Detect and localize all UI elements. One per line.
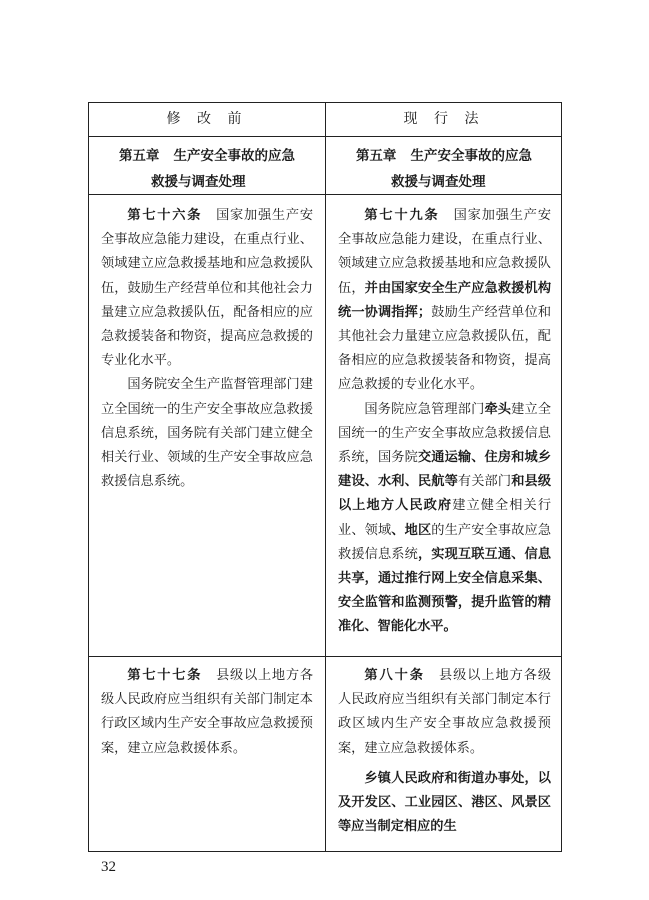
added-text: 交通运输、住房和城乡建设、水利、民航等: [338, 450, 552, 490]
article-before-77: [101, 664, 313, 761]
chapter-heading-current: [325, 143, 563, 195]
page-number: 32: [101, 859, 116, 875]
added-paragraph: 乡镇人民政府和街道办事处，以及开发区、工业园区、港区、风景区等应当制定相应的生: [338, 770, 551, 835]
added-text: 和县级以上地方人民政府: [338, 474, 552, 514]
header-before: 修 改 前: [166, 111, 248, 127]
comparison-table: [88, 102, 562, 852]
article-label: 第七十七条: [127, 668, 203, 683]
article-label: 第七十六条: [127, 208, 203, 223]
article-label: 第八十条: [364, 668, 425, 683]
chapter-number: 第五章: [355, 148, 397, 164]
paragraph: 国务院安全生产监督管理部门建立全国统一的生产安全事故应急救援信息系统，国务院有关部门建立健全相关行业、领域的生产安全事故应急救援信息系统。: [101, 377, 313, 490]
paragraph: 国务院应急管理部门牵头建立全国统一的生产安全事故应急救援信息系统，国务院交通运输、住房和城乡建设、水利、民航等有关部门和县级以上地方人民政府建立健全相关行业、领域、地区的生产安全事故应急救援信息系统，实现互联互通、信息共享，通过推行网上安全信息采集、安全监管和监测预警，提升监管的精准化、智能化水平。: [338, 401, 552, 635]
added-text: ，实现互联互通、信息共享，通过推行网上安全信息采集、安全监管和监测预警，提升监管的精准化、智能化水平。: [338, 546, 552, 635]
paragraph: 第八十条 县级以上地方各级人民政府应当组织有关部门制定本行政区域内生产安全事故应急救援预案，建立应急救援体系。: [338, 668, 552, 756]
row-divider-header: [89, 136, 561, 137]
paragraph: 第七十七条 县级以上地方各级人民政府应当组织有关部门制定本行政区域内生产安全事故应急救援预案，建立应急救援体系。: [101, 668, 314, 756]
column-divider: [325, 103, 326, 851]
added-text: 牵头: [484, 401, 512, 417]
chapter-title-line1: 生产安全事故的应急: [410, 148, 533, 164]
article-before-76: [101, 204, 313, 494]
article-label: 第七十九条: [364, 208, 440, 223]
paragraph: 第七十九条 国家加强生产安全事故应急能力建设，在重点行业、领域建立应急救援基地和应急救援队伍，并由国家安全生产应急救援机构统一协调指挥；鼓励生产经营单位和其他社会力量建立应急救援队伍，配备相应的应急救援装备和物资，提高应急救援的专业化水平。: [338, 208, 552, 393]
chapter-title-line1: 生产安全事故的应急: [173, 148, 296, 164]
chapter-number: 第五章: [118, 148, 160, 164]
article-current-80: [338, 664, 551, 839]
paragraph: 第七十六条 国家加强生产安全事故应急能力建设，在重点行业、领域建立应急救援基地和应急救援队伍，鼓励生产经营单位和其他社会力量建立应急救援队伍，配备相应的应急救援装备和物资，提高应急救援的专业化水平。: [101, 208, 314, 369]
added-text: 并由国家安全生产应急救援机构统一协调指挥；: [338, 280, 552, 320]
row-divider-article: [89, 656, 561, 657]
chapter-heading-before: [89, 143, 325, 195]
added-text: 、地区: [391, 522, 432, 538]
header-current: 现 行 法: [403, 111, 485, 127]
chapter-title-line2: 救援与调查处理: [391, 174, 486, 190]
article-current-79: [338, 204, 551, 640]
chapter-title-line2: 救援与调查处理: [151, 174, 246, 190]
